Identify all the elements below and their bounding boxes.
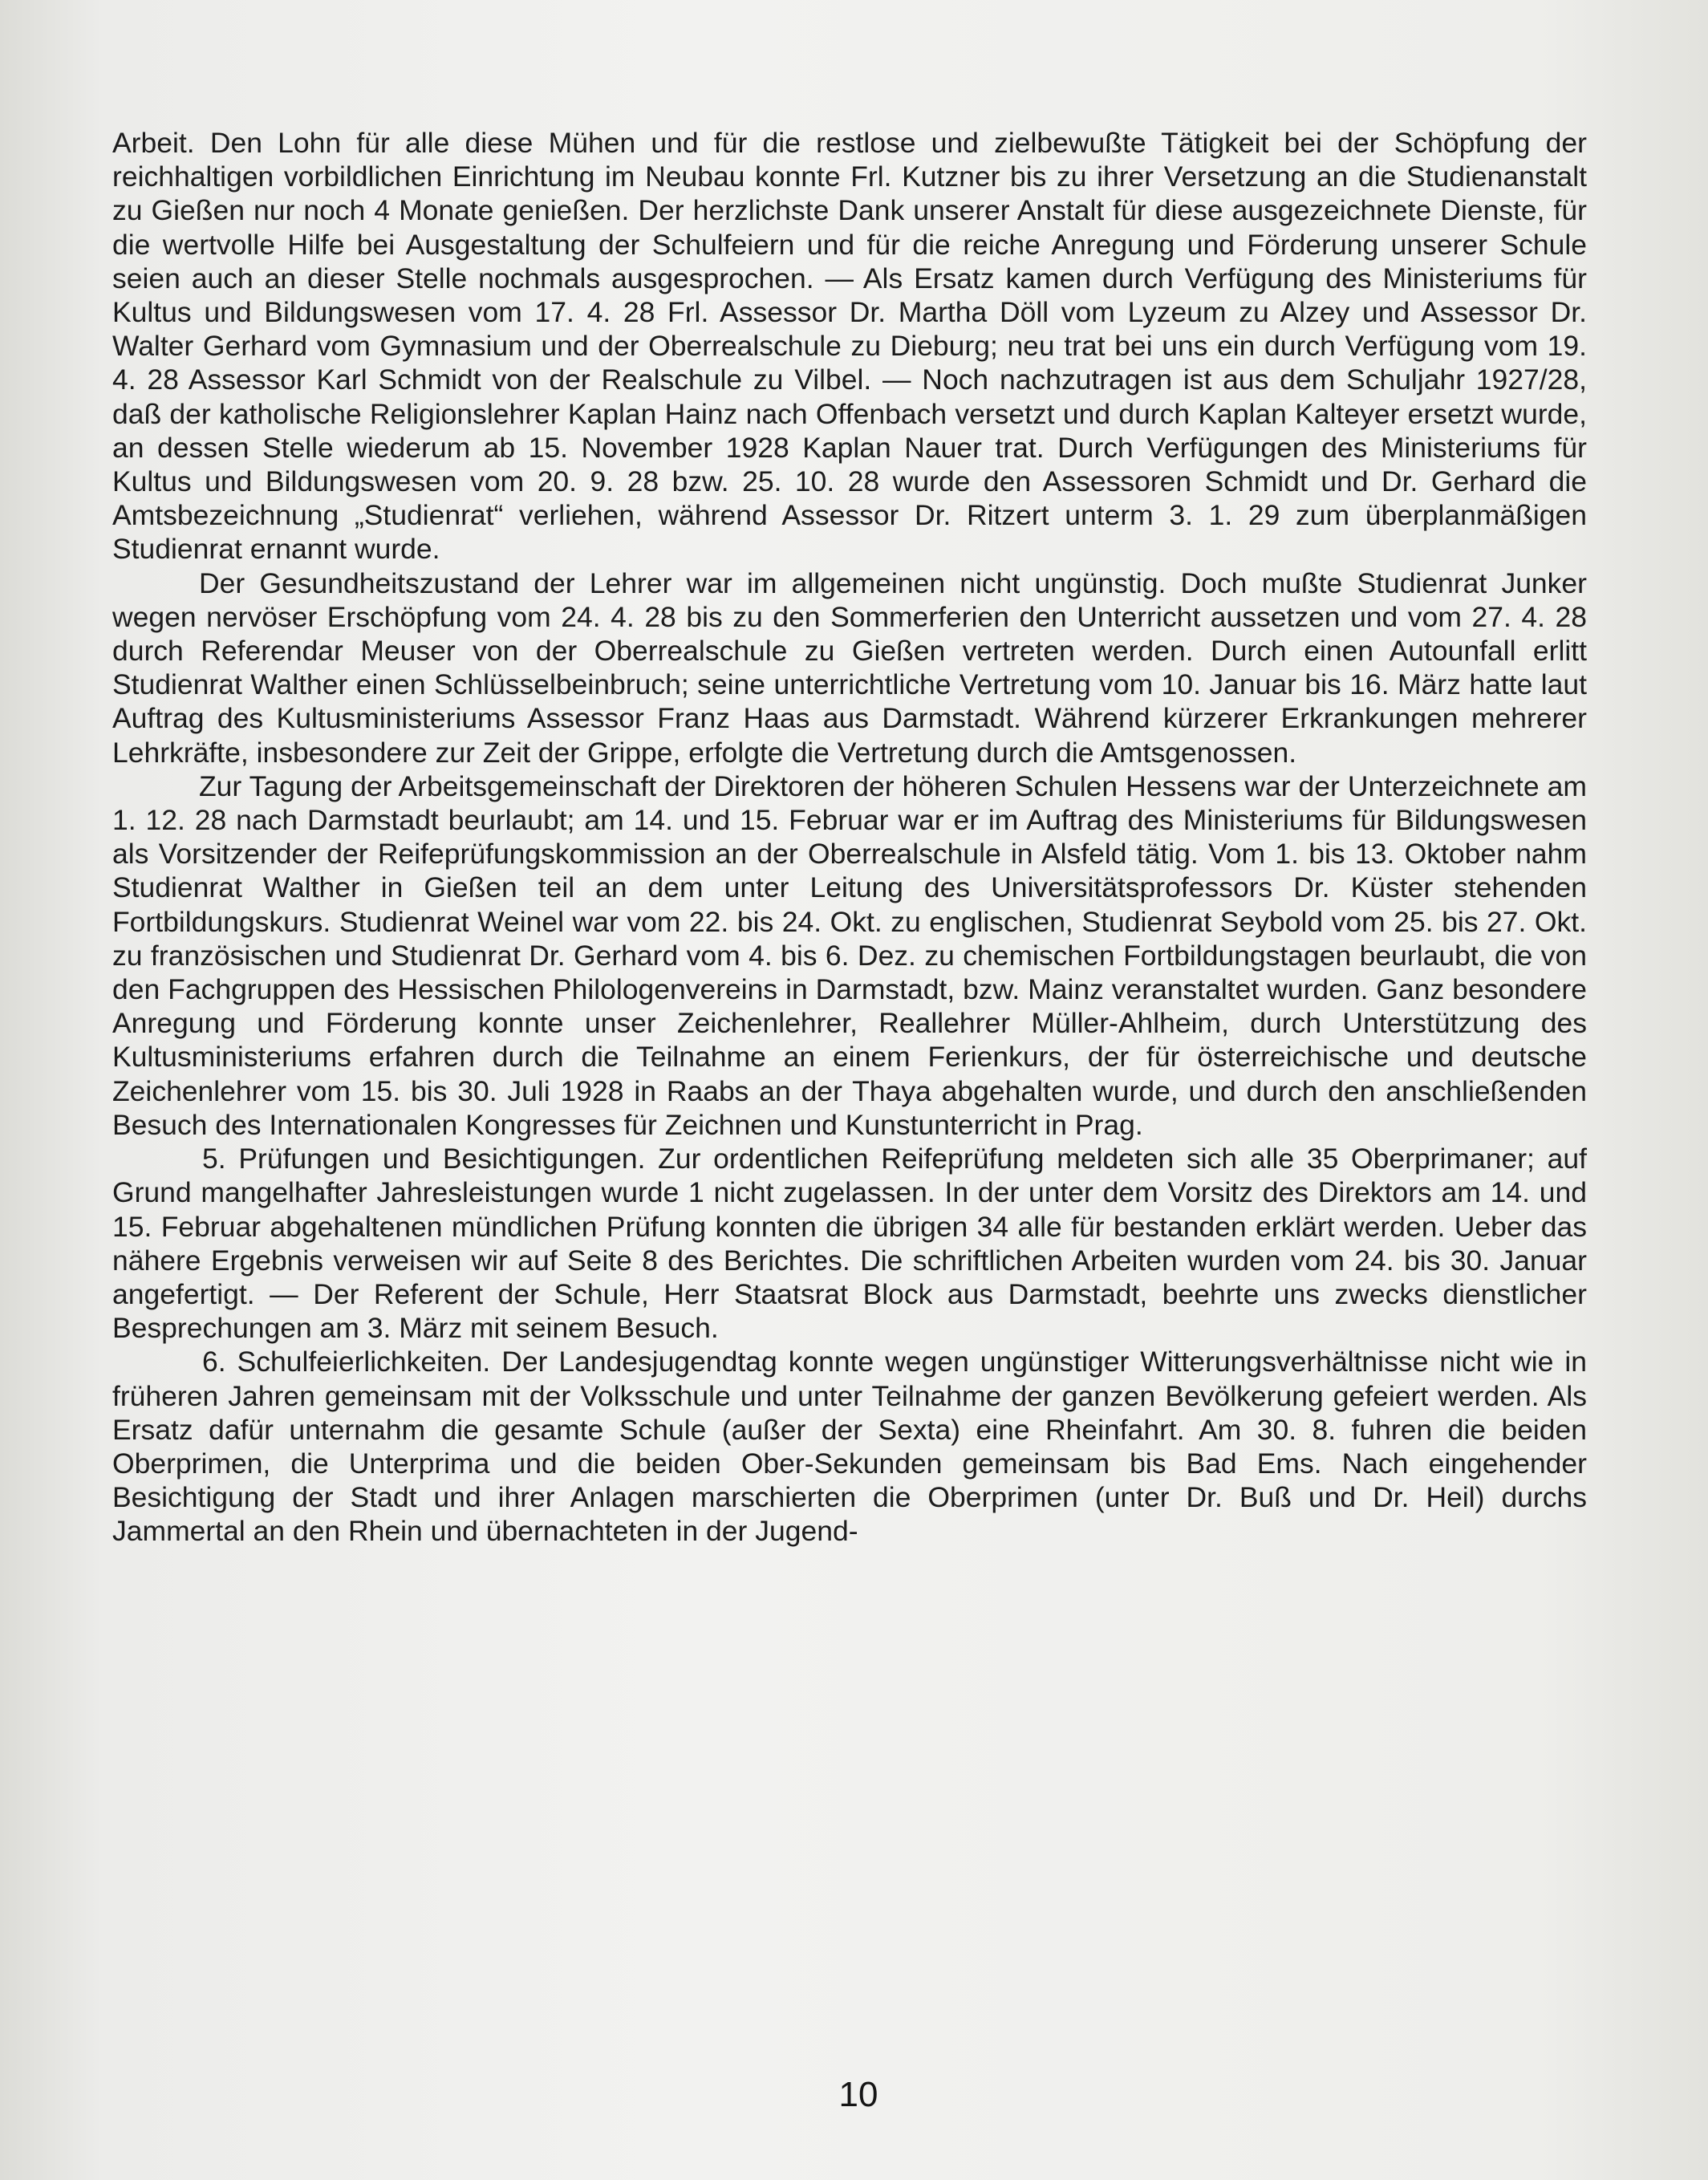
paragraph-section-6-celebrations: 6. Schulfeierlichkeiten. Der Landesjugendtag konnte wegen ungünstiger Witterungsverhältnisse nicht wie in früheren Jahren gemeinsam mit der Volksschule und unter Teilnahme der ganzen Bevölkerung gefeiert werden. Als Ersatz dafür unternahm die gesamte Schule (außer der Sexta) eine Rheinfahrt. Am 30. 8. fuhren die beiden Oberprimen, die Unterprima und die beiden Ober-Sekunden gemeinsam bis Bad Ems. Nach eingehender Besichtigung der Stadt und ihrer Anlagen marschierten die Oberprimen (unter Dr. Buß und Dr. Heil) durchs Jammertal an den Rhein und übernachteten in der Jugend-: [112, 1346, 1587, 1548]
paragraph-section-5-exams: 5. Prüfungen und Besichtigungen. Zur ordentlichen Reifeprüfung meldeten sich alle 35 Oberprimaner; auf Grund mangelhafter Jahresleistungen wurde 1 nicht zugelassen. In der unter dem Vorsitz des Direktors am 14. und 15. Februar abgehaltenen mündlichen Prüfung konnten die übrigen 34 alle für bestanden erklärt werden. Ueber das nähere Ergebnis verweisen wir auf Seite 8 des Berichtes. Die schriftlichen Arbeiten wurden vom 24. bis 30. Januar angefertigt. — Der Referent der Schule, Herr Staatsrat Block aus Darmstadt, beehrte uns zwecks dienstlicher Besprechungen am 3. März mit seinem Besuch.: [112, 1143, 1587, 1345]
paragraph-teacher-health: Der Gesundheitszustand der Lehrer war im allgemeinen nicht ungünstig. Doch mußte Studienrat Junker wegen nervöser Erschöpfung vom 24. 4. 28 bis zu den Sommerferien den Unterricht aussetzen und vom 27. 4. 28 durch Referendar Meuser von der Oberrealschule zu Gießen vertreten werden. Durch einen Autounfall erlitt Studienrat Walther einen Schlüsselbeinbruch; seine unterrichtliche Vertretung vom 10. Januar bis 16. März hatte laut Auftrag des Kultusministeriums Assessor Franz Haas aus Darmstadt. Während kürzerer Erkrankungen mehrerer Lehrkräfte, insbesondere zur Zeit der Grippe, erfolgte die Vertretung durch die Amtsgenossen.: [112, 566, 1587, 769]
paragraph-conferences-training: Zur Tagung der Arbeitsgemeinschaft der Direktoren der höheren Schulen Hessens war der Unterzeichnete am 1. 12. 28 nach Darmstadt beurlaubt; am 14. und 15. Februar war er im Auftrag des Ministeriums für Bildungswesen als Vorsitzender der Reifeprüfungskommission an der Oberrealschule in Alsfeld tätig. Vom 1. bis 13. Oktober nahm Studienrat Walther in Gießen teil an dem unter Leitung des Universitätsprofessors Dr. Küster stehenden Fortbildungskurs. Studienrat Weinel war vom 22. bis 24. Okt. zu englischen, Studienrat Seybold vom 25. bis 27. Okt. zu französischen und Studienrat Dr. Gerhard vom 4. bis 6. Dez. zu chemischen Fortbildungstagen beurlaubt, die von den Fachgruppen des Hessischen Philologenvereins in Darmstadt, bzw. Mainz veranstaltet wurden. Ganz besondere Anregung und Förderung konnte unser Zeichenlehrer, Reallehrer Müller-Ahlheim, durch Unterstützung des Kultusministeriums erfahren durch die Teilnahme an einem Ferienkurs, der für österreichische und deutsche Zeichenlehrer vom 15. bis 30. Juli 1928 in Raabs an der Thaya abgehalten wurde, und durch den anschließenden Besuch des Internationalen Kongresses für Zeichnen und Kunstunterricht in Prag.: [112, 769, 1587, 1141]
body-text: [112, 126, 1587, 1549]
paragraph-staff-changes: Arbeit. Den Lohn für alle diese Mühen und für die restlose und zielbewußte Tätigkeit bei der Schöpfung der reichhaltigen vorbildlichen Einrichtung im Neubau konnte Frl. Kutzner bis zu ihrer Versetzung an die Studienanstalt zu Gießen nur noch 4 Monate genießen. Der herzlichste Dank unserer Anstalt für diese ausgezeichnete Dienste, für die wertvolle Hilfe bei Ausgestaltung der Schulfeiern und für die reiche Anregung und Förderung unserer Schule seien auch an dieser Stelle nochmals ausgesprochen. — Als Ersatz kamen durch Verfügung des Ministeriums für Kultus und Bildungswesen vom 17. 4. 28 Frl. Assessor Dr. Martha Döll vom Lyzeum zu Alzey und Assessor Dr. Walter Gerhard vom Gymnasium und der Oberrealschule zu Dieburg; neu trat bei uns ein durch Verfügung vom 19. 4. 28 Assessor Karl Schmidt von der Realschule zu Vilbel. — Noch nachzutragen ist aus dem Schuljahr 1927/28, daß der katholische Religionslehrer Kaplan Hainz nach Offenbach versetzt und durch Kaplan Kalteyer ersetzt wurde, an dessen Stelle wiederum ab 15. November 1928 Kaplan Nauer trat. Durch Verfügungen des Ministeriums für Kultus und Bildungswesen vom 20. 9. 28 bzw. 25. 10. 28 wurde den Assessoren Schmidt und Dr. Gerhard die Amtsbezeichnung „Studienrat“ verliehen, während Assessor Dr. Ritzert unterm 3. 1. 29 zum überplanmäßigen Studienrat ernannt wurde.: [112, 127, 1587, 566]
page-number: 10: [838, 2075, 878, 2114]
